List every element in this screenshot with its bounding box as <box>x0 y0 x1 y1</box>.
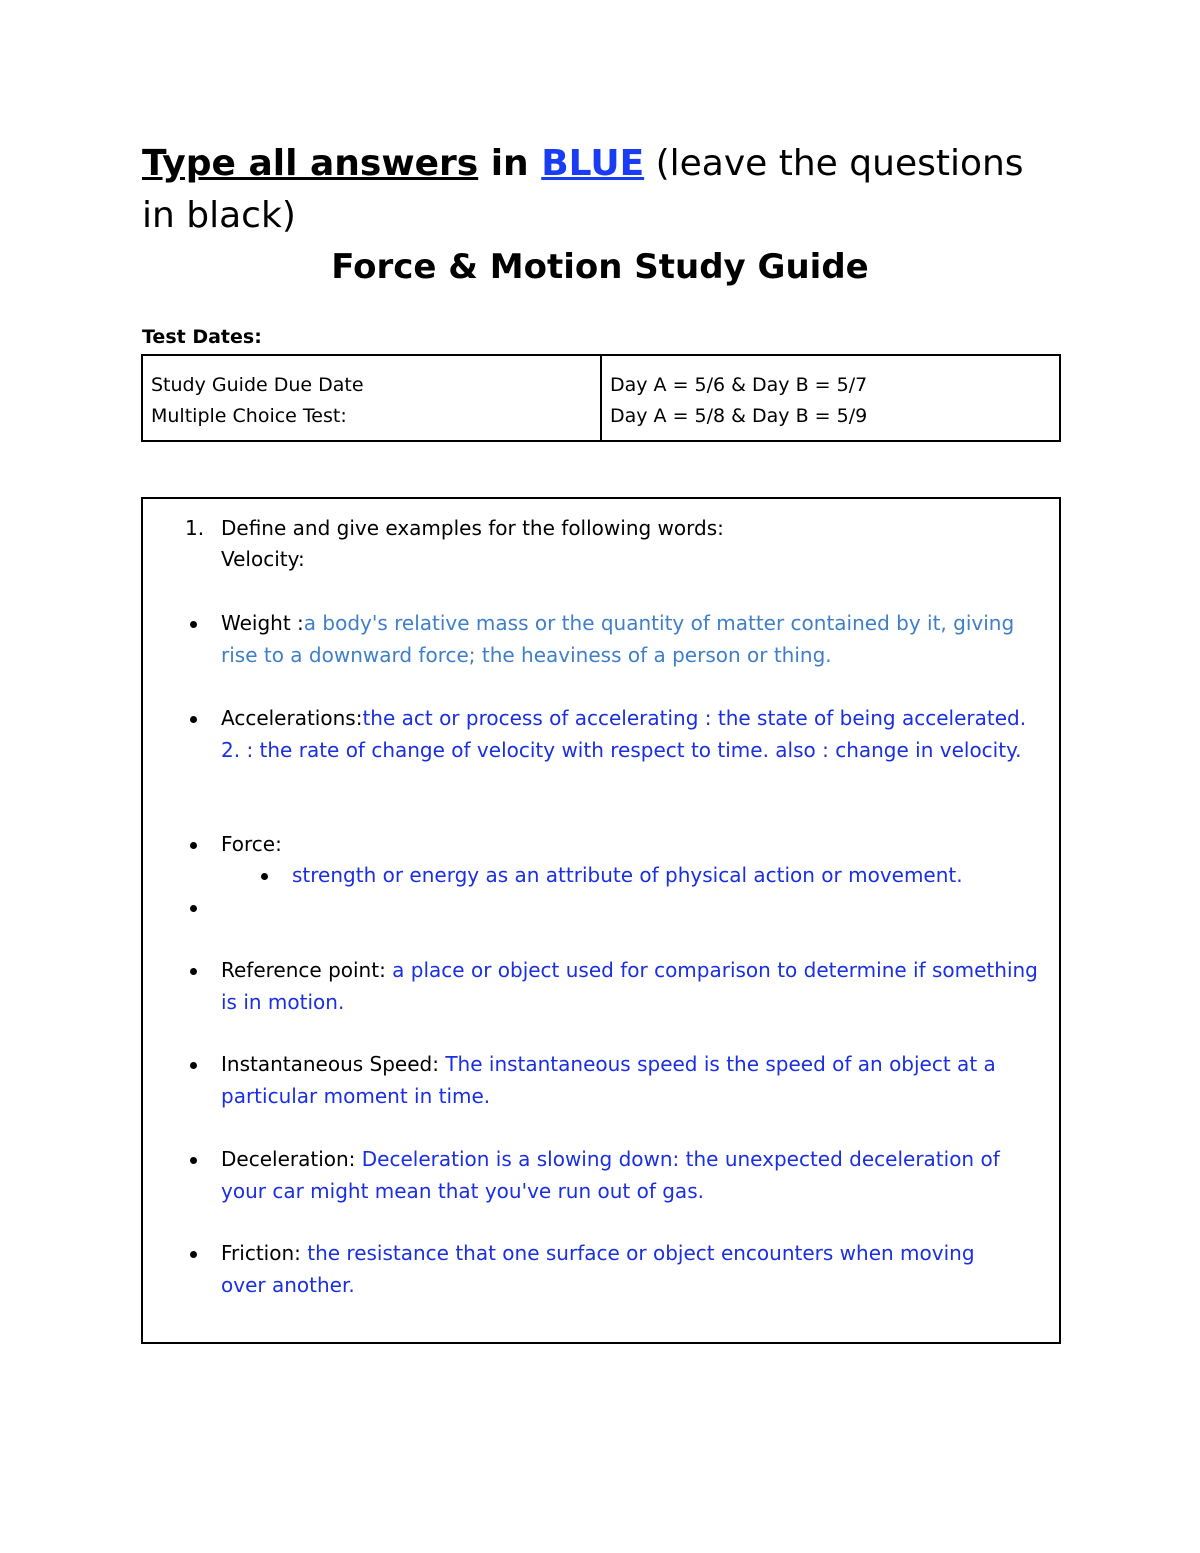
term-label: Reference point: <box>221 958 393 982</box>
instruction-connector: in <box>478 143 542 184</box>
list-item-friction <box>221 1238 1021 1301</box>
dates-row-value: Day A = 5/8 & Day B = 5/9 <box>610 405 868 427</box>
list-item-force <box>221 829 1051 861</box>
answer-text: a place or object used for comparison to determine if something is in motion. <box>221 958 1038 1014</box>
instruction-emphasis: Type all answers <box>142 143 479 184</box>
term-label: Weight : <box>221 611 304 635</box>
bullet-icon <box>190 716 197 723</box>
bullet-icon <box>190 968 197 975</box>
answer-text: The instantaneous speed is the speed of an object at a particular moment in time. <box>221 1052 996 1108</box>
instruction-line <box>142 138 1042 242</box>
dates-row-value: Day A = 5/6 & Day B = 5/7 <box>610 374 868 396</box>
test-dates-table <box>141 354 1061 442</box>
question-prompt: Define and give examples for the following words: <box>221 516 724 540</box>
question-number: 1. <box>185 516 205 540</box>
answer-text: a body's relative mass or the quantity of matter contained by it, giving rise to a downward force; the heaviness of a person or thing. <box>221 611 1015 667</box>
instruction-blue-word: BLUE <box>541 143 645 184</box>
bullet-icon <box>190 621 197 628</box>
list-item-reference-point <box>221 955 1051 1018</box>
sub-bullet-icon <box>261 873 268 880</box>
list-item-accelerations <box>221 703 1051 766</box>
term-label: Force: <box>221 832 282 856</box>
instruction-note: (leave the questions in black) <box>142 143 1024 236</box>
term-label: Accelerations: <box>221 706 363 730</box>
dates-values-column <box>602 356 1059 440</box>
term-label: Friction: <box>221 1241 308 1265</box>
list-item-instantaneous-speed <box>221 1049 1051 1112</box>
dates-row-label: Multiple Choice Test: <box>151 405 347 427</box>
answer-text: the resistance that one surface or object encounters when moving over another. <box>221 1241 975 1297</box>
answer-text: the act or process of accelerating : the state of being accelerated. 2. : the rate of change of velocity with respect to time. also : change in velocity. <box>221 706 1027 762</box>
list-item-weight <box>221 608 1051 671</box>
term-velocity: Velocity: <box>221 547 305 571</box>
term-label: Deceleration: <box>221 1147 362 1171</box>
answer-text: strength or energy as an attribute of physical action or movement. <box>292 863 963 887</box>
bullet-icon <box>190 1251 197 1258</box>
bullet-icon <box>190 842 197 849</box>
bullet-icon <box>190 1157 197 1164</box>
bullet-icon <box>190 1062 197 1069</box>
question-box <box>141 497 1061 1344</box>
dates-row-label: Study Guide Due Date <box>151 374 364 396</box>
test-dates-label: Test Dates: <box>142 326 262 348</box>
list-item-deceleration <box>221 1144 1021 1207</box>
dates-labels-column <box>143 356 602 440</box>
page-title: Force & Motion Study Guide <box>331 247 869 287</box>
bullet-icon <box>190 905 197 912</box>
term-label: Instantaneous Speed: <box>221 1052 446 1076</box>
list-item-force-definition <box>292 860 1052 892</box>
answer-text: Deceleration is a slowing down: the unexpected deceleration of your car might mean that you've run out of gas. <box>221 1147 1000 1203</box>
